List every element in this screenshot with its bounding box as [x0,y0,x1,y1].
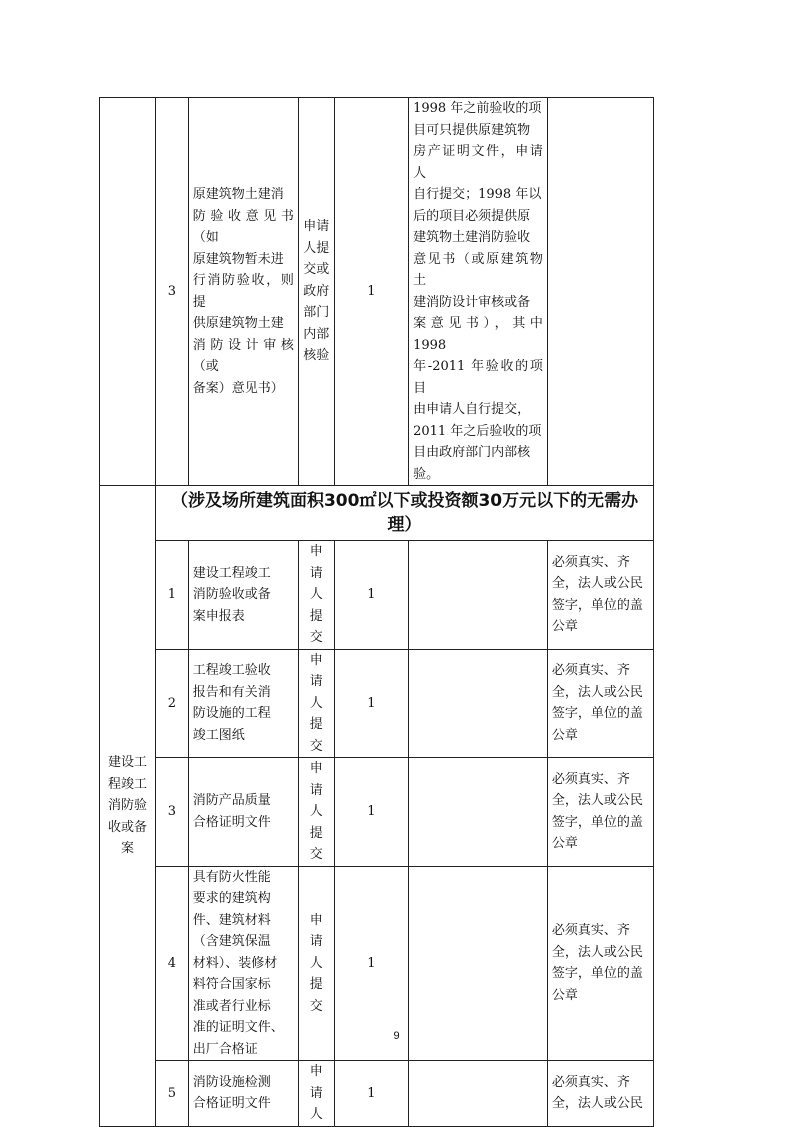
document-remark: 必须真实、齐 全，法人或公民 签字，单位的盖 公章 [547,541,653,650]
section-title: （涉及场所建筑面积300㎡以下或投资额30万元以下的无需办理） [156,486,654,541]
submission-method: 申 请 人 [298,1061,334,1127]
row-number: 2 [156,649,189,758]
document-name: 工程竣工验收 报告和有关消 防设施的工程 竣工图纸 [188,649,298,758]
document-remark: 必须真实、齐 全，法人或公民 签字，单位的盖 公章 [547,866,653,1061]
section-header-row [100,486,654,541]
category-cell: 建设工 程竣工 消防验 收或备 案 [100,486,156,1127]
copies-count: 1 [334,98,408,486]
table-row [100,758,654,867]
document-remark: 必须真实、齐 全，法人或公民 签字，单位的盖 公章 [547,758,653,867]
document-note [409,1061,548,1127]
document-note [409,649,548,758]
document-note [409,758,548,867]
category-cell-continued [100,98,156,486]
row-number: 4 [156,866,189,1061]
submission-method: 申请 人提 交或 政府 部门 内部 核验 [298,98,334,486]
document-name: 原建筑物土建消 防验收意见书（如 原建筑物暂未进 行消防验收，则提 供原建筑物土建 消防设计审核（或 备案）意见书） [188,98,298,486]
copies-count: 1 [334,649,408,758]
row-number: 3 [156,758,189,867]
row-number: 3 [156,98,189,486]
document-remark [547,98,653,486]
submission-method: 申 请 人 提 交 [298,649,334,758]
submission-method: 申 请 人 提 交 [298,866,334,1061]
page-number: 9 [393,1030,400,1042]
document-note: 1998 年之前验收的项 目可只提供原建筑物 房产证明文件，申请人 自行提交；1998 年以 后的项目必须提供原 建筑物土建消防验收 意见书（或原建筑物土 建消防设计审核或备 案意见书），其中 1998 年-2011 年验收的项目 由申请人自行提交， 2011 年之后验收的项 目由政府部门内部核 验。 [409,98,548,486]
document-name: 消防设施检测 合格证明文件 [188,1061,298,1127]
requirements-table [99,97,654,1127]
document-name: 具有防火性能 要求的建筑构 件、建筑材料 （含建筑保温 材料）、装修材 料符合国家标 准或者行业标 准的证明文件、 出厂合格证 [188,866,298,1061]
document-remark: 必须真实、齐 全，法人或公民 签字，单位的盖 公章 [547,649,653,758]
submission-method: 申 请 人 提 交 [298,541,334,650]
document-note [409,541,548,650]
copies-count: 1 [334,1061,408,1127]
document-name: 建设工程竣工 消防验收或备 案申报表 [188,541,298,650]
table-row [100,1061,654,1127]
document-remark: 必须真实、齐 全，法人或公民 [547,1061,653,1127]
copies-count: 1 [334,541,408,650]
submission-method: 申 请 人 提 交 [298,758,334,867]
row-number: 1 [156,541,189,650]
table-row [100,649,654,758]
row-number: 5 [156,1061,189,1127]
table-row [100,541,654,650]
table-row [100,98,654,486]
document-name: 消防产品质量 合格证明文件 [188,758,298,867]
copies-count: 1 [334,866,408,1061]
copies-count: 1 [334,758,408,867]
